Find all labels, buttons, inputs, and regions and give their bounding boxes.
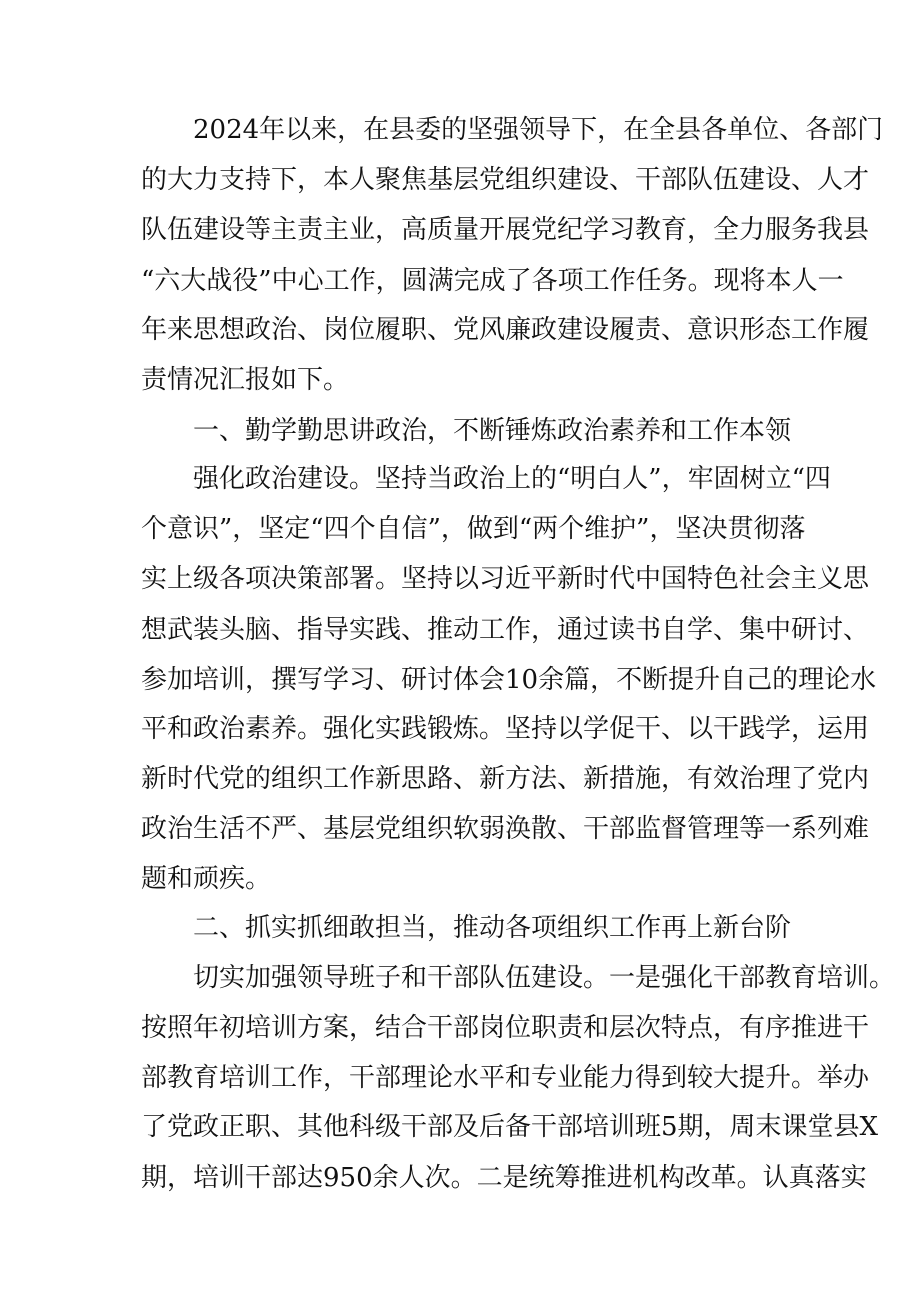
paragraph-line: 了党政正职、其他科级干部及后备干部培训班5期，周末课堂县X xyxy=(141,1112,879,1142)
paragraph-line: 政治生活不严、基层党组织软弱涣散、干部监督管理等一系列难 xyxy=(141,814,870,844)
paragraph-line: 想武装头脑、指导实践、推动工作，通过读书自学、集中研讨、 xyxy=(141,615,870,645)
paragraph-line: 平和政治素养。强化实践锻炼。坚持以学促干、以干践学，运用 xyxy=(141,714,870,744)
paragraph-line: 切实加强领导班子和干部队伍建设。一是强化干部教育培训。 xyxy=(193,963,896,993)
paragraph-line: 期，培训干部达950余人次。二是统筹推进机构改革。认真落实 xyxy=(141,1163,867,1193)
paragraph-line: “六大战役”中心工作，圆满完成了各项工作任务。现将本人一 xyxy=(141,266,844,296)
paragraph-line: 题和顽疾。 xyxy=(141,864,272,894)
paragraph-line: 责情况汇报如下。 xyxy=(141,365,350,395)
paragraph-line: 队伍建设等主责主业，高质量开展党纪学习教育，全力服务我县 xyxy=(141,215,870,245)
paragraph-line: 的大力支持下，本人聚焦基层党组织建设、干部队伍建设、人才 xyxy=(141,165,870,195)
paragraph-line: 2024年以来，在县委的坚强领导下，在全县各单位、各部门 xyxy=(193,115,884,145)
paragraph-line: 年来思想政治、岗位履职、党风廉政建设履责、意识形态工作履 xyxy=(141,315,870,345)
paragraph-line: 按照年初培训方案，结合干部岗位职责和层次特点，有序推进干 xyxy=(141,1013,870,1043)
section-heading-2: 二、抓实抓细敢担当，推动各项组织工作再上新台阶 xyxy=(193,913,792,943)
paragraph-line: 个意识”，坚定“四个自信”，做到“两个维护”，坚决贯彻落 xyxy=(141,514,806,544)
paragraph-line: 参加培训，撰写学习、研讨体会10余篇，不断提升自己的理论水 xyxy=(141,665,877,695)
section-heading-1: 一、勤学勤思讲政治，不断锤炼政治素养和工作本领 xyxy=(193,416,792,446)
paragraph-line: 部教育培训工作，干部理论水平和专业能力得到较大提升。举办 xyxy=(141,1063,870,1093)
paragraph-line: 新时代党的组织工作新思路、新方法、新措施，有效治理了党内 xyxy=(141,764,870,794)
paragraph-line: 实上级各项决策部署。坚持以习近平新时代中国特色社会主义思 xyxy=(141,564,870,594)
paragraph-line: 强化政治建设。坚持当政治上的“明白人”，牢固树立“四 xyxy=(193,464,831,494)
